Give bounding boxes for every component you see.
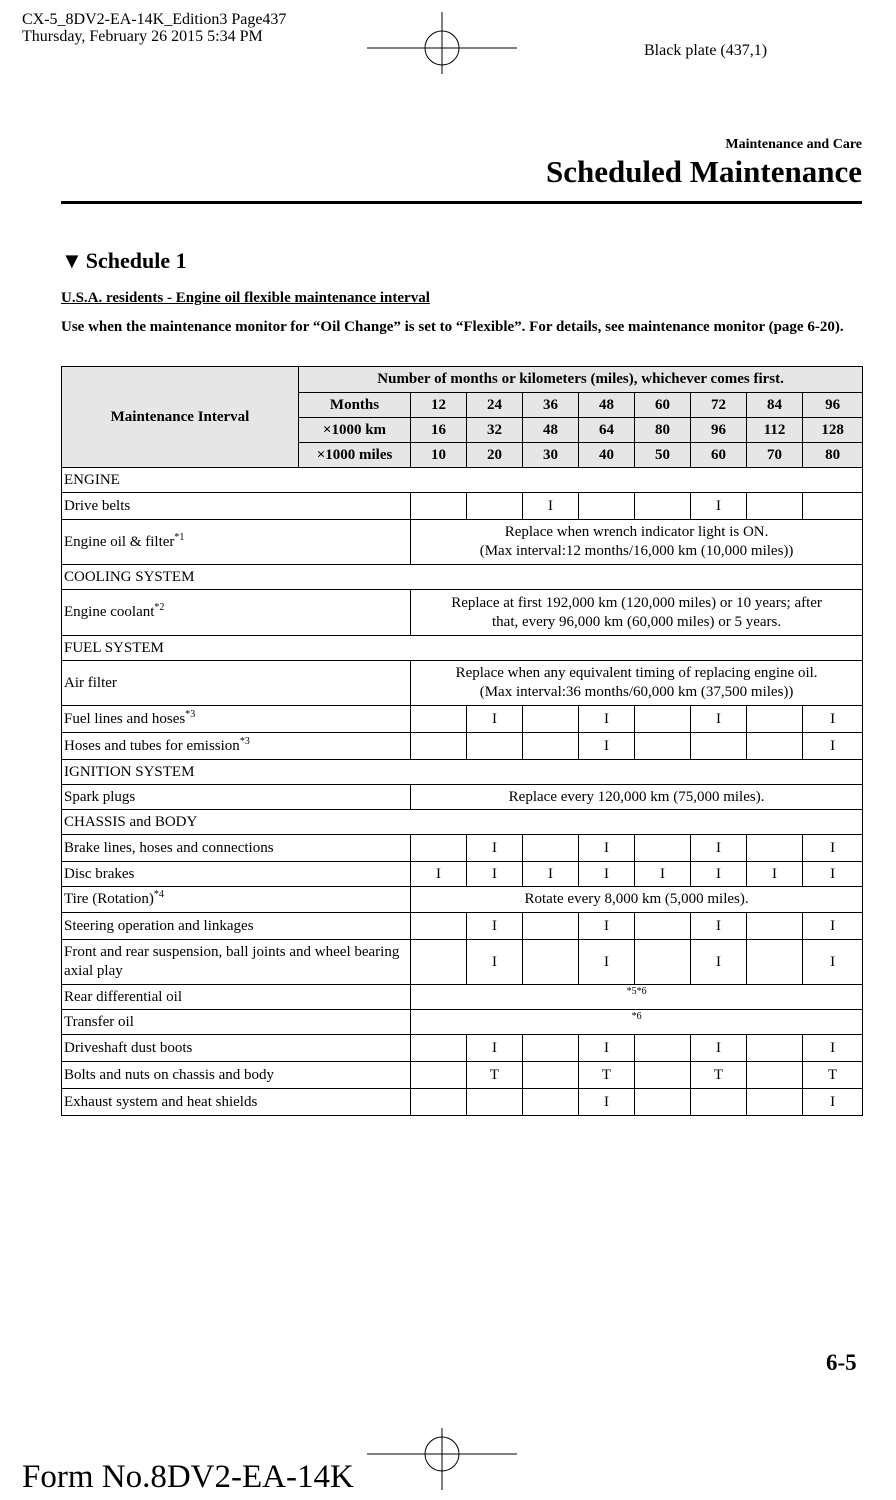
form-number: Form No.8DV2-EA-14K	[22, 1459, 354, 1495]
item-label	[62, 887, 411, 913]
crop-mark-icon	[367, 1428, 517, 1490]
table-cell: I	[579, 706, 635, 733]
table-cell: I	[467, 862, 523, 887]
table-cell	[747, 913, 803, 940]
item-label: Brake lines, hoses and connections	[62, 835, 411, 862]
table-cell: I	[467, 835, 523, 862]
interval-label: Maintenance Interval	[62, 367, 299, 468]
doc-id: CX-5_8DV2-EA-14K_Edition3 Page437	[22, 11, 287, 28]
miles-value: 40	[579, 443, 635, 468]
table-row	[62, 810, 863, 835]
miles-value: 70	[747, 443, 803, 468]
span-note	[411, 661, 863, 706]
table-row	[62, 785, 863, 810]
table-row	[62, 913, 863, 940]
table-cell	[467, 1089, 523, 1116]
footnote-cell: *6	[411, 1010, 863, 1035]
table-cell: I	[691, 835, 747, 862]
table-cell	[747, 493, 803, 520]
table-row	[62, 367, 863, 393]
footnote-ref: *3	[185, 708, 196, 720]
table-cell: I	[579, 1035, 635, 1062]
item-label: Drive belts	[62, 493, 411, 520]
km-value: 32	[467, 418, 523, 443]
item-label-text: Hoses and tubes for emission	[64, 737, 240, 754]
table-row	[62, 835, 863, 862]
table-cell	[523, 1062, 579, 1089]
table-cell	[635, 1089, 691, 1116]
item-label: Transfer oil	[62, 1010, 411, 1035]
footnote-ref: *3	[239, 735, 250, 747]
item-label	[62, 590, 411, 636]
table-cell: I	[803, 1089, 863, 1116]
miles-value: 30	[523, 443, 579, 468]
table-cell: I	[579, 835, 635, 862]
table-cell: T	[579, 1062, 635, 1089]
table-cell: I	[467, 706, 523, 733]
section-chassis: CHASSIS and BODY	[62, 810, 863, 835]
table-row	[62, 661, 863, 706]
table-cell	[747, 940, 803, 985]
table-cell	[523, 706, 579, 733]
table-cell	[411, 706, 467, 733]
table-cell	[523, 835, 579, 862]
table-cell	[467, 733, 523, 760]
table-cell	[523, 940, 579, 985]
span-note	[411, 520, 863, 565]
section-ignition: IGNITION SYSTEM	[62, 760, 863, 785]
miles-value: 80	[803, 443, 863, 468]
table-cell: I	[691, 940, 747, 985]
plate-label: Black plate (437,1)	[644, 42, 768, 59]
span-note-line: that, every 96,000 km (60,000 miles) or 5 years.	[492, 613, 782, 630]
km-value: 64	[579, 418, 635, 443]
table-cell	[747, 1089, 803, 1116]
table-row	[62, 636, 863, 661]
item-label: Bolts and nuts on chassis and body	[62, 1062, 411, 1089]
table-cell	[523, 1035, 579, 1062]
table-cell: I	[691, 493, 747, 520]
item-label: Front and rear suspension, ball joints and wheel bearing axial play	[62, 940, 411, 985]
item-label: Air filter	[62, 661, 411, 706]
table-row	[62, 1062, 863, 1089]
table-cell: I	[803, 940, 863, 985]
table-cell: I	[467, 1035, 523, 1062]
footnote-cell: *5*6	[411, 985, 863, 1010]
table-cell	[691, 733, 747, 760]
km-value: 112	[747, 418, 803, 443]
table-cell	[747, 733, 803, 760]
item-label-text: Engine oil & filter	[64, 533, 175, 550]
table-cell	[411, 835, 467, 862]
table-cell	[411, 940, 467, 985]
item-label: Rear differential oil	[62, 985, 411, 1010]
span-note-line: (Max interval:12 months/16,000 km (10,000 miles))	[479, 543, 794, 559]
months-value: 72	[691, 393, 747, 418]
table-cell: I	[691, 706, 747, 733]
table-row	[62, 565, 863, 590]
interval-caption: Number of months or kilometers (miles), whichever comes first.	[299, 367, 863, 393]
table-cell: I	[691, 862, 747, 887]
span-note-line: Replace at first 192,000 km (120,000 miles) or 10 years; after	[451, 594, 822, 611]
table-cell: I	[803, 1035, 863, 1062]
table-cell: I	[523, 862, 579, 887]
table-cell: T	[803, 1062, 863, 1089]
table-cell: I	[467, 940, 523, 985]
table-cell	[747, 1035, 803, 1062]
item-label-text: Tire (Rotation)	[64, 891, 154, 907]
title-rule	[61, 201, 862, 204]
item-label	[62, 733, 411, 760]
span-note-line: Replace when wrench indicator light is ON.	[504, 524, 769, 540]
section-fuel: FUEL SYSTEM	[62, 636, 863, 661]
page-title: Scheduled Maintenance	[545, 154, 862, 189]
item-label-text: Fuel lines and hoses	[64, 710, 186, 727]
table-cell: I	[747, 862, 803, 887]
subheading: U.S.A. residents - Engine oil flexible maintenance interval	[61, 290, 430, 306]
table-row	[62, 590, 863, 636]
table-cell: I	[691, 1035, 747, 1062]
section-cooling: COOLING SYSTEM	[62, 565, 863, 590]
span-note: Replace every 120,000 km (75,000 miles).	[411, 785, 863, 810]
table-cell	[523, 913, 579, 940]
table-cell	[635, 733, 691, 760]
table-cell	[467, 493, 523, 520]
miles-value: 10	[411, 443, 467, 468]
span-note: Rotate every 8,000 km (5,000 miles).	[411, 887, 863, 913]
table-cell	[803, 493, 863, 520]
table-row	[62, 493, 863, 520]
months-value: 12	[411, 393, 467, 418]
miles-label: ×1000 miles	[299, 443, 411, 468]
table-cell: I	[803, 706, 863, 733]
table-row	[62, 1089, 863, 1116]
table-cell	[635, 493, 691, 520]
table-row	[62, 760, 863, 785]
table-row	[62, 862, 863, 887]
item-label-text: Engine coolant	[64, 604, 155, 620]
table-cell	[411, 1089, 467, 1116]
table-cell: T	[467, 1062, 523, 1089]
table-cell: I	[523, 493, 579, 520]
km-value: 80	[635, 418, 691, 443]
table-cell: I	[579, 940, 635, 985]
table-row	[62, 706, 863, 733]
table-row	[62, 887, 863, 913]
miles-value: 50	[635, 443, 691, 468]
table-cell: I	[467, 913, 523, 940]
item-label: Disc brakes	[62, 862, 411, 887]
table-cell: I	[803, 733, 863, 760]
footnote-ref: *1	[174, 531, 185, 543]
crop-mark-icon	[367, 12, 517, 74]
table-cell: I	[579, 862, 635, 887]
months-label: Months	[299, 393, 411, 418]
span-note	[411, 590, 863, 636]
miles-value: 60	[691, 443, 747, 468]
triangle-down-icon: ▼	[61, 248, 83, 273]
item-label: Driveshaft dust boots	[62, 1035, 411, 1062]
table-cell	[635, 835, 691, 862]
km-value: 128	[803, 418, 863, 443]
months-value: 48	[579, 393, 635, 418]
table-cell	[747, 835, 803, 862]
table-cell	[523, 733, 579, 760]
schedule-heading-text: Schedule 1	[85, 248, 187, 273]
span-note-line: Replace when any equivalent timing of replacing engine oil.	[455, 665, 818, 681]
months-value: 96	[803, 393, 863, 418]
table-cell: T	[691, 1062, 747, 1089]
table-cell	[523, 1089, 579, 1116]
table-cell	[635, 706, 691, 733]
item-label: Steering operation and linkages	[62, 913, 411, 940]
print-timestamp: Thursday, February 26 2015 5:34 PM	[22, 28, 263, 45]
section-label: Maintenance and Care	[725, 137, 862, 152]
table-cell: I	[635, 862, 691, 887]
table-cell	[411, 1062, 467, 1089]
item-label: Spark plugs	[62, 785, 411, 810]
km-label: ×1000 km	[299, 418, 411, 443]
footnote-ref: *2	[154, 602, 165, 613]
table-row	[62, 985, 863, 1010]
table-cell	[635, 940, 691, 985]
table-row	[62, 1035, 863, 1062]
item-label	[62, 520, 411, 565]
table-cell	[411, 493, 467, 520]
table-cell	[411, 913, 467, 940]
footnote-ref: *4	[153, 889, 164, 900]
table-cell: I	[803, 913, 863, 940]
table-cell	[635, 913, 691, 940]
section-engine: ENGINE	[62, 468, 863, 493]
table-row	[62, 733, 863, 760]
item-label	[62, 706, 411, 733]
table-cell: I	[579, 913, 635, 940]
table-cell: I	[691, 913, 747, 940]
table-cell	[691, 1089, 747, 1116]
months-value: 24	[467, 393, 523, 418]
table-row	[62, 520, 863, 565]
instructions: Use when the maintenance monitor for “Oil Change” is set to “Flexible”. For details, see maintenance monitor (page 6-20).	[61, 319, 844, 335]
table-cell	[747, 1062, 803, 1089]
table-cell	[411, 733, 467, 760]
miles-value: 20	[467, 443, 523, 468]
table-cell	[411, 1035, 467, 1062]
schedule-heading	[61, 248, 187, 274]
table-cell: I	[579, 733, 635, 760]
page-number: 6-5	[826, 1350, 857, 1375]
table-cell: I	[579, 1089, 635, 1116]
item-label: Exhaust system and heat shields	[62, 1089, 411, 1116]
km-value: 16	[411, 418, 467, 443]
table-row	[62, 1010, 863, 1035]
table-row	[62, 468, 863, 493]
table-cell	[635, 1035, 691, 1062]
table-cell: I	[803, 862, 863, 887]
table-cell	[747, 706, 803, 733]
table-cell	[579, 493, 635, 520]
months-value: 60	[635, 393, 691, 418]
months-value: 36	[523, 393, 579, 418]
months-value: 84	[747, 393, 803, 418]
table-cell: I	[803, 835, 863, 862]
km-value: 48	[523, 418, 579, 443]
table-row	[62, 940, 863, 985]
table-cell: I	[411, 862, 467, 887]
table-cell	[635, 1062, 691, 1089]
span-note-line: (Max interval:36 months/60,000 km (37,500 miles))	[479, 684, 794, 700]
km-value: 96	[691, 418, 747, 443]
maintenance-table	[61, 366, 863, 1116]
